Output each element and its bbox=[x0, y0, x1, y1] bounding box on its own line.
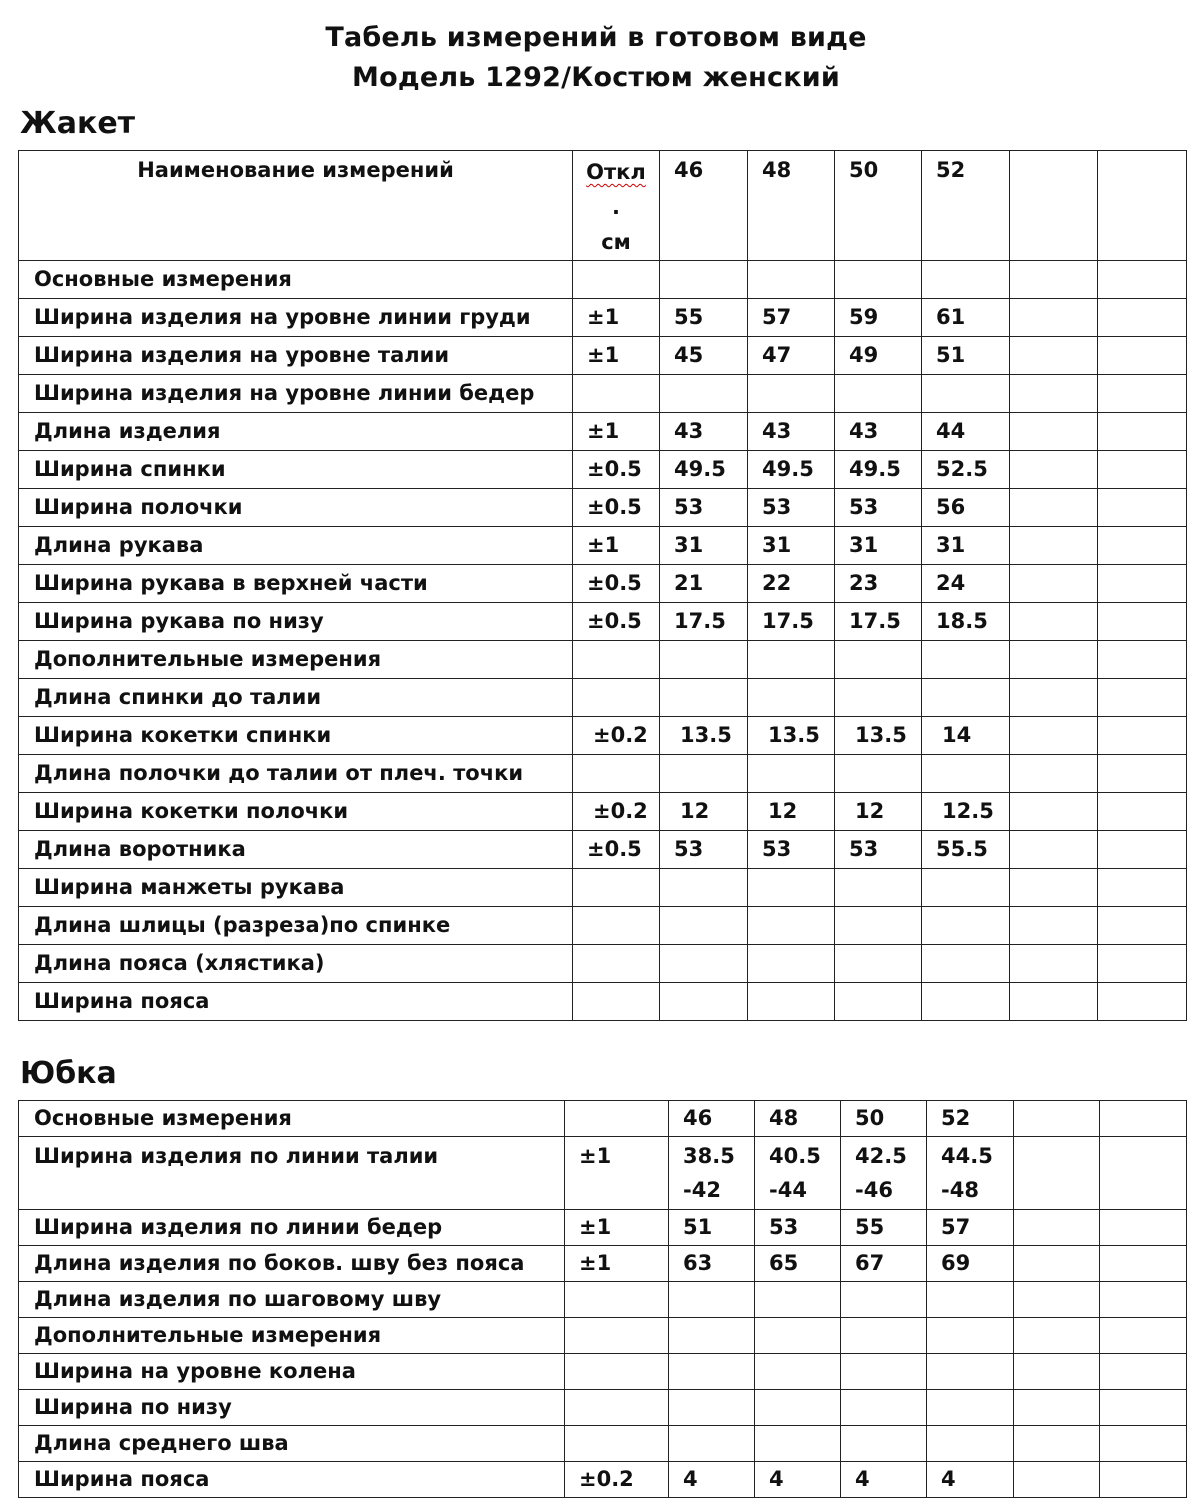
table-row bbox=[19, 489, 1187, 527]
size-value-cell: 13.5 bbox=[748, 717, 835, 755]
size-value-cell: 18.5 bbox=[922, 603, 1010, 641]
size-value-cell bbox=[1010, 413, 1098, 451]
measurement-name: Длина шлицы (разреза)по спинке bbox=[19, 907, 573, 945]
size-value-cell bbox=[1010, 337, 1098, 375]
size-value-cell bbox=[1010, 755, 1098, 793]
size-value-cell bbox=[1098, 527, 1187, 565]
size-value-cell: 53 bbox=[835, 831, 922, 869]
tolerance-cell bbox=[573, 261, 660, 299]
table-row bbox=[19, 1354, 1187, 1390]
measurement-name: Ширина изделия на уровне талии bbox=[19, 337, 573, 375]
size-value-cell: 56 bbox=[922, 489, 1010, 527]
table-row bbox=[19, 983, 1187, 1021]
size-value-cell bbox=[748, 641, 835, 679]
size-value-cell bbox=[660, 907, 748, 945]
size-value-cell: 21 bbox=[660, 565, 748, 603]
measurement-name: Ширина пояса bbox=[19, 983, 573, 1021]
size-value-cell: 14 bbox=[922, 717, 1010, 755]
table-row bbox=[19, 603, 1187, 641]
size-value-cell bbox=[922, 907, 1010, 945]
measurement-name: Ширина изделия на уровне линии бедер bbox=[19, 375, 573, 413]
size-value-cell: 53 bbox=[755, 1210, 841, 1246]
size-value-cell bbox=[1014, 1462, 1100, 1498]
size-value-cell: 47 bbox=[748, 337, 835, 375]
tolerance-cell bbox=[565, 1282, 669, 1318]
size-value-cell: 12 bbox=[835, 793, 922, 831]
size-value-cell bbox=[1098, 831, 1187, 869]
size-value-cell bbox=[835, 983, 922, 1021]
size-value-cell: 31 bbox=[835, 527, 922, 565]
size-value-cell bbox=[669, 1318, 755, 1354]
size-value-cell bbox=[1014, 1426, 1100, 1462]
size-value-cell bbox=[669, 1282, 755, 1318]
size-value-cell: 17.5 bbox=[835, 603, 922, 641]
document-subtitle: Модель 1292/Костюм женский bbox=[352, 62, 840, 93]
size-value-cell: 61 bbox=[922, 299, 1010, 337]
size-value-cell bbox=[1010, 565, 1098, 603]
size-value-cell bbox=[1010, 907, 1098, 945]
tolerance-cell bbox=[565, 1354, 669, 1390]
table-row bbox=[19, 527, 1187, 565]
size-value-cell: 45 bbox=[660, 337, 748, 375]
size-value-cell bbox=[1010, 641, 1098, 679]
size-value-cell bbox=[1010, 679, 1098, 717]
size-value-cell bbox=[1098, 717, 1187, 755]
size-value-cell bbox=[1098, 793, 1187, 831]
tolerance-cell: ±0.2 bbox=[573, 717, 660, 755]
size-value-cell: 49.5 bbox=[660, 451, 748, 489]
size-value-cell: 4 bbox=[669, 1462, 755, 1498]
size-value-cell: 52 bbox=[927, 1101, 1014, 1137]
size-value-cell bbox=[927, 1318, 1014, 1354]
table-row bbox=[19, 679, 1187, 717]
skirt-measurements-table bbox=[18, 1100, 1187, 1498]
measurement-name: Ширина кокетки спинки bbox=[19, 717, 573, 755]
tolerance-cell: ±0.5 bbox=[573, 565, 660, 603]
size-value-cell: 44.5 -48 bbox=[927, 1137, 1014, 1210]
column-header-name: Наименование измерений bbox=[19, 151, 573, 261]
size-value-cell bbox=[922, 869, 1010, 907]
size-value-cell bbox=[1098, 451, 1187, 489]
measurement-name: Дополнительные измерения bbox=[19, 641, 573, 679]
size-value-cell: 49.5 bbox=[748, 451, 835, 489]
size-value-cell bbox=[660, 755, 748, 793]
size-value-cell: 67 bbox=[841, 1246, 927, 1282]
table-row bbox=[19, 793, 1187, 831]
size-value-cell bbox=[922, 983, 1010, 1021]
table-row bbox=[19, 375, 1187, 413]
measurement-name: Дополнительные измерения bbox=[19, 1318, 565, 1354]
measurement-name: Длина среднего шва bbox=[19, 1426, 565, 1462]
measurement-name: Ширина изделия по линии бедер bbox=[19, 1210, 565, 1246]
size-value-cell bbox=[669, 1354, 755, 1390]
size-value-cell: 53 bbox=[748, 489, 835, 527]
size-value-cell bbox=[1098, 413, 1187, 451]
size-value-cell: 12.5 bbox=[922, 793, 1010, 831]
size-value-cell bbox=[1010, 983, 1098, 1021]
measurement-name: Ширина манжеты рукава bbox=[19, 869, 573, 907]
column-header-size: 46 bbox=[660, 151, 748, 261]
size-value-cell: 31 bbox=[922, 527, 1010, 565]
size-value-cell bbox=[1010, 603, 1098, 641]
size-value-cell bbox=[755, 1354, 841, 1390]
measurement-name: Ширина полочки bbox=[19, 489, 573, 527]
table-row bbox=[19, 869, 1187, 907]
table-row bbox=[19, 831, 1187, 869]
tolerance-cell bbox=[573, 869, 660, 907]
tolerance-cell bbox=[565, 1426, 669, 1462]
measurement-name: Длина изделия bbox=[19, 413, 573, 451]
size-value-cell bbox=[841, 1426, 927, 1462]
tolerance-cell: ±0.2 bbox=[573, 793, 660, 831]
size-value-cell: 53 bbox=[660, 489, 748, 527]
table-row bbox=[19, 1246, 1187, 1282]
size-value-cell bbox=[1100, 1390, 1187, 1426]
size-value-cell bbox=[922, 945, 1010, 983]
column-header-size: 48 bbox=[748, 151, 835, 261]
column-header-size: 52 bbox=[922, 151, 1010, 261]
size-value-cell bbox=[1100, 1462, 1187, 1498]
measurement-name: Длина изделия по боков. шву без пояса bbox=[19, 1246, 565, 1282]
table-row bbox=[19, 261, 1187, 299]
size-value-cell: 17.5 bbox=[660, 603, 748, 641]
size-value-cell: 57 bbox=[927, 1210, 1014, 1246]
tolerance-cell bbox=[565, 1318, 669, 1354]
size-value-cell bbox=[1098, 565, 1187, 603]
size-value-cell: 48 bbox=[755, 1101, 841, 1137]
size-value-cell: 51 bbox=[669, 1210, 755, 1246]
column-header-size: 50 bbox=[835, 151, 922, 261]
size-value-cell bbox=[1098, 679, 1187, 717]
size-value-cell bbox=[1098, 945, 1187, 983]
table-row bbox=[19, 451, 1187, 489]
size-value-cell bbox=[1010, 869, 1098, 907]
document-title: Табель измерений в готовом виде bbox=[325, 22, 867, 53]
size-value-cell: 52.5 bbox=[922, 451, 1010, 489]
size-value-cell bbox=[835, 679, 922, 717]
size-value-cell: 43 bbox=[835, 413, 922, 451]
tolerance-cell: ±0.2 bbox=[565, 1462, 669, 1498]
size-value-cell: 31 bbox=[748, 527, 835, 565]
size-value-cell: 4 bbox=[755, 1462, 841, 1498]
table-row bbox=[19, 413, 1187, 451]
measurement-name: Ширина изделия по линии талии bbox=[19, 1137, 565, 1210]
measurement-name: Длина пояса (хлястика) bbox=[19, 945, 573, 983]
size-value-cell bbox=[748, 679, 835, 717]
column-header-deviation bbox=[573, 151, 660, 261]
size-value-cell: 63 bbox=[669, 1246, 755, 1282]
size-value-cell bbox=[835, 641, 922, 679]
size-value-cell: 53 bbox=[835, 489, 922, 527]
size-value-cell: 69 bbox=[927, 1246, 1014, 1282]
measurement-name: Ширина спинки bbox=[19, 451, 573, 489]
table-row bbox=[19, 945, 1187, 983]
table-row bbox=[19, 1462, 1187, 1498]
size-value-cell bbox=[1100, 1318, 1187, 1354]
measurement-name: Длина спинки до талии bbox=[19, 679, 573, 717]
size-value-cell: 59 bbox=[835, 299, 922, 337]
table-row bbox=[19, 337, 1187, 375]
deviation-header-line2: . bbox=[612, 195, 620, 219]
measurement-name: Ширина на уровне колена bbox=[19, 1354, 565, 1390]
size-value-cell bbox=[1014, 1246, 1100, 1282]
size-value-cell: 49.5 bbox=[835, 451, 922, 489]
size-value-cell bbox=[755, 1282, 841, 1318]
size-value-cell: 13.5 bbox=[835, 717, 922, 755]
size-value-cell: 51 bbox=[922, 337, 1010, 375]
size-value-cell: 40.5 -44 bbox=[755, 1137, 841, 1210]
size-value-cell bbox=[841, 1318, 927, 1354]
size-value-cell: 55 bbox=[841, 1210, 927, 1246]
size-value-cell bbox=[835, 375, 922, 413]
size-value-cell bbox=[748, 755, 835, 793]
size-value-cell: 31 bbox=[660, 527, 748, 565]
size-value-cell bbox=[1010, 451, 1098, 489]
size-value-cell bbox=[660, 679, 748, 717]
size-value-cell bbox=[1100, 1101, 1187, 1137]
size-value-cell bbox=[922, 375, 1010, 413]
size-value-cell bbox=[755, 1426, 841, 1462]
table-row bbox=[19, 755, 1187, 793]
size-value-cell bbox=[660, 983, 748, 1021]
size-value-cell: 50 bbox=[841, 1101, 927, 1137]
size-value-cell bbox=[1098, 869, 1187, 907]
tolerance-cell bbox=[573, 375, 660, 413]
size-value-cell: 44 bbox=[922, 413, 1010, 451]
size-value-cell: 65 bbox=[755, 1246, 841, 1282]
size-value-cell bbox=[1010, 375, 1098, 413]
size-value-cell: 4 bbox=[927, 1462, 1014, 1498]
size-value-cell bbox=[755, 1318, 841, 1354]
table-row bbox=[19, 565, 1187, 603]
measurement-name: Длина полочки до талии от плеч. точки bbox=[19, 755, 573, 793]
jacket-section-title: Жакет bbox=[20, 106, 136, 141]
size-value-cell: 43 bbox=[748, 413, 835, 451]
column-header-size bbox=[1010, 151, 1098, 261]
size-value-cell bbox=[1098, 641, 1187, 679]
tolerance-cell: ±1 bbox=[565, 1246, 669, 1282]
size-value-cell bbox=[922, 755, 1010, 793]
table-row bbox=[19, 1318, 1187, 1354]
size-value-cell bbox=[922, 261, 1010, 299]
measurement-name: Ширина изделия на уровне линии груди bbox=[19, 299, 573, 337]
size-value-cell bbox=[669, 1390, 755, 1426]
measurement-name: Длина рукава bbox=[19, 527, 573, 565]
size-value-cell bbox=[660, 869, 748, 907]
measurement-name: Ширина пояса bbox=[19, 1462, 565, 1498]
size-value-cell bbox=[1010, 489, 1098, 527]
size-value-cell: 43 bbox=[660, 413, 748, 451]
size-value-cell bbox=[1014, 1282, 1100, 1318]
tolerance-cell: ±0.5 bbox=[573, 603, 660, 641]
size-value-cell bbox=[841, 1282, 927, 1318]
size-value-cell bbox=[927, 1390, 1014, 1426]
table-row bbox=[19, 1137, 1187, 1210]
size-value-cell bbox=[1014, 1318, 1100, 1354]
size-value-cell bbox=[1100, 1246, 1187, 1282]
size-value-cell bbox=[1098, 907, 1187, 945]
size-value-cell: 12 bbox=[660, 793, 748, 831]
measurement-name: Длина изделия по шаговому шву bbox=[19, 1282, 565, 1318]
size-value-cell bbox=[835, 907, 922, 945]
size-value-cell bbox=[1014, 1210, 1100, 1246]
tolerance-cell: ±1 bbox=[573, 527, 660, 565]
size-value-cell bbox=[841, 1354, 927, 1390]
measurement-name: Основные измерения bbox=[19, 1101, 565, 1137]
size-value-cell: 46 bbox=[669, 1101, 755, 1137]
size-value-cell bbox=[1098, 603, 1187, 641]
size-value-cell: 13.5 bbox=[660, 717, 748, 755]
tolerance-cell: ±1 bbox=[573, 299, 660, 337]
size-value-cell bbox=[1010, 299, 1098, 337]
size-value-cell bbox=[1010, 261, 1098, 299]
tolerance-cell: ±0.5 bbox=[573, 489, 660, 527]
deviation-header-line1: Откл bbox=[586, 160, 646, 184]
size-value-cell bbox=[660, 945, 748, 983]
tolerance-cell bbox=[565, 1390, 669, 1426]
tolerance-cell bbox=[573, 983, 660, 1021]
table-row bbox=[19, 1282, 1187, 1318]
size-value-cell bbox=[835, 755, 922, 793]
size-value-cell bbox=[1010, 945, 1098, 983]
size-value-cell bbox=[660, 641, 748, 679]
size-value-cell bbox=[835, 945, 922, 983]
measurement-name: Ширина рукава по низу bbox=[19, 603, 573, 641]
size-value-cell: 53 bbox=[660, 831, 748, 869]
size-value-cell bbox=[1100, 1210, 1187, 1246]
size-value-cell bbox=[1098, 337, 1187, 375]
table-row bbox=[19, 1101, 1187, 1137]
size-value-cell bbox=[1014, 1390, 1100, 1426]
table-row bbox=[19, 1390, 1187, 1426]
size-value-cell: 38.5 -42 bbox=[669, 1137, 755, 1210]
table-row bbox=[19, 717, 1187, 755]
tolerance-cell bbox=[573, 641, 660, 679]
tolerance-cell: ±0.5 bbox=[573, 451, 660, 489]
column-header-size bbox=[1098, 151, 1187, 261]
size-value-cell bbox=[669, 1426, 755, 1462]
size-value-cell bbox=[1100, 1354, 1187, 1390]
tolerance-cell bbox=[573, 755, 660, 793]
size-value-cell bbox=[1098, 489, 1187, 527]
size-value-cell bbox=[927, 1282, 1014, 1318]
size-value-cell bbox=[1100, 1426, 1187, 1462]
tolerance-cell bbox=[573, 945, 660, 983]
size-value-cell bbox=[660, 261, 748, 299]
size-value-cell bbox=[748, 945, 835, 983]
size-value-cell bbox=[1010, 717, 1098, 755]
tolerance-cell: ±1 bbox=[565, 1210, 669, 1246]
tolerance-cell bbox=[573, 907, 660, 945]
size-value-cell bbox=[1014, 1137, 1100, 1210]
table-row bbox=[19, 1426, 1187, 1462]
tolerance-cell: ±0.5 bbox=[573, 831, 660, 869]
size-value-cell: 22 bbox=[748, 565, 835, 603]
size-value-cell: 17.5 bbox=[748, 603, 835, 641]
measurement-name: Основные измерения bbox=[19, 261, 573, 299]
size-value-cell bbox=[922, 679, 1010, 717]
size-value-cell: 12 bbox=[748, 793, 835, 831]
size-value-cell bbox=[841, 1390, 927, 1426]
size-value-cell bbox=[927, 1426, 1014, 1462]
size-value-cell: 23 bbox=[835, 565, 922, 603]
jacket-header-row bbox=[19, 151, 1187, 261]
size-value-cell bbox=[1098, 983, 1187, 1021]
size-value-cell bbox=[1100, 1137, 1187, 1210]
size-value-cell: 4 bbox=[841, 1462, 927, 1498]
size-value-cell bbox=[927, 1354, 1014, 1390]
size-value-cell bbox=[922, 641, 1010, 679]
size-value-cell bbox=[748, 983, 835, 1021]
tolerance-cell bbox=[573, 679, 660, 717]
size-value-cell bbox=[1098, 261, 1187, 299]
measurement-name: Ширина кокетки полочки bbox=[19, 793, 573, 831]
size-value-cell bbox=[835, 261, 922, 299]
size-value-cell bbox=[835, 869, 922, 907]
size-value-cell: 49 bbox=[835, 337, 922, 375]
size-value-cell bbox=[755, 1390, 841, 1426]
tolerance-cell bbox=[565, 1101, 669, 1137]
skirt-section-title: Юбка bbox=[20, 1056, 117, 1091]
tolerance-cell: ±1 bbox=[573, 337, 660, 375]
table-row bbox=[19, 641, 1187, 679]
size-value-cell bbox=[1014, 1101, 1100, 1137]
size-value-cell bbox=[748, 869, 835, 907]
table-row bbox=[19, 1210, 1187, 1246]
size-value-cell: 55.5 bbox=[922, 831, 1010, 869]
size-value-cell bbox=[748, 907, 835, 945]
size-value-cell: 24 bbox=[922, 565, 1010, 603]
size-value-cell bbox=[1010, 793, 1098, 831]
size-value-cell bbox=[1010, 527, 1098, 565]
tolerance-cell: ±1 bbox=[573, 413, 660, 451]
size-value-cell bbox=[1098, 375, 1187, 413]
size-value-cell: 57 bbox=[748, 299, 835, 337]
size-value-cell bbox=[1100, 1282, 1187, 1318]
table-row bbox=[19, 299, 1187, 337]
deviation-header-line3: см bbox=[601, 230, 631, 254]
size-value-cell bbox=[660, 375, 748, 413]
table-row bbox=[19, 907, 1187, 945]
measurement-name: Длина воротника bbox=[19, 831, 573, 869]
size-value-cell bbox=[1010, 831, 1098, 869]
size-value-cell bbox=[1098, 755, 1187, 793]
size-value-cell bbox=[1098, 299, 1187, 337]
size-value-cell: 42.5 -46 bbox=[841, 1137, 927, 1210]
tolerance-cell: ±1 bbox=[565, 1137, 669, 1210]
size-value-cell bbox=[748, 261, 835, 299]
size-value-cell bbox=[748, 375, 835, 413]
jacket-measurements-table bbox=[18, 150, 1187, 1021]
size-value-cell bbox=[1014, 1354, 1100, 1390]
measurement-name: Ширина рукава в верхней части bbox=[19, 565, 573, 603]
size-value-cell: 55 bbox=[660, 299, 748, 337]
size-value-cell: 53 bbox=[748, 831, 835, 869]
measurement-name: Ширина по низу bbox=[19, 1390, 565, 1426]
